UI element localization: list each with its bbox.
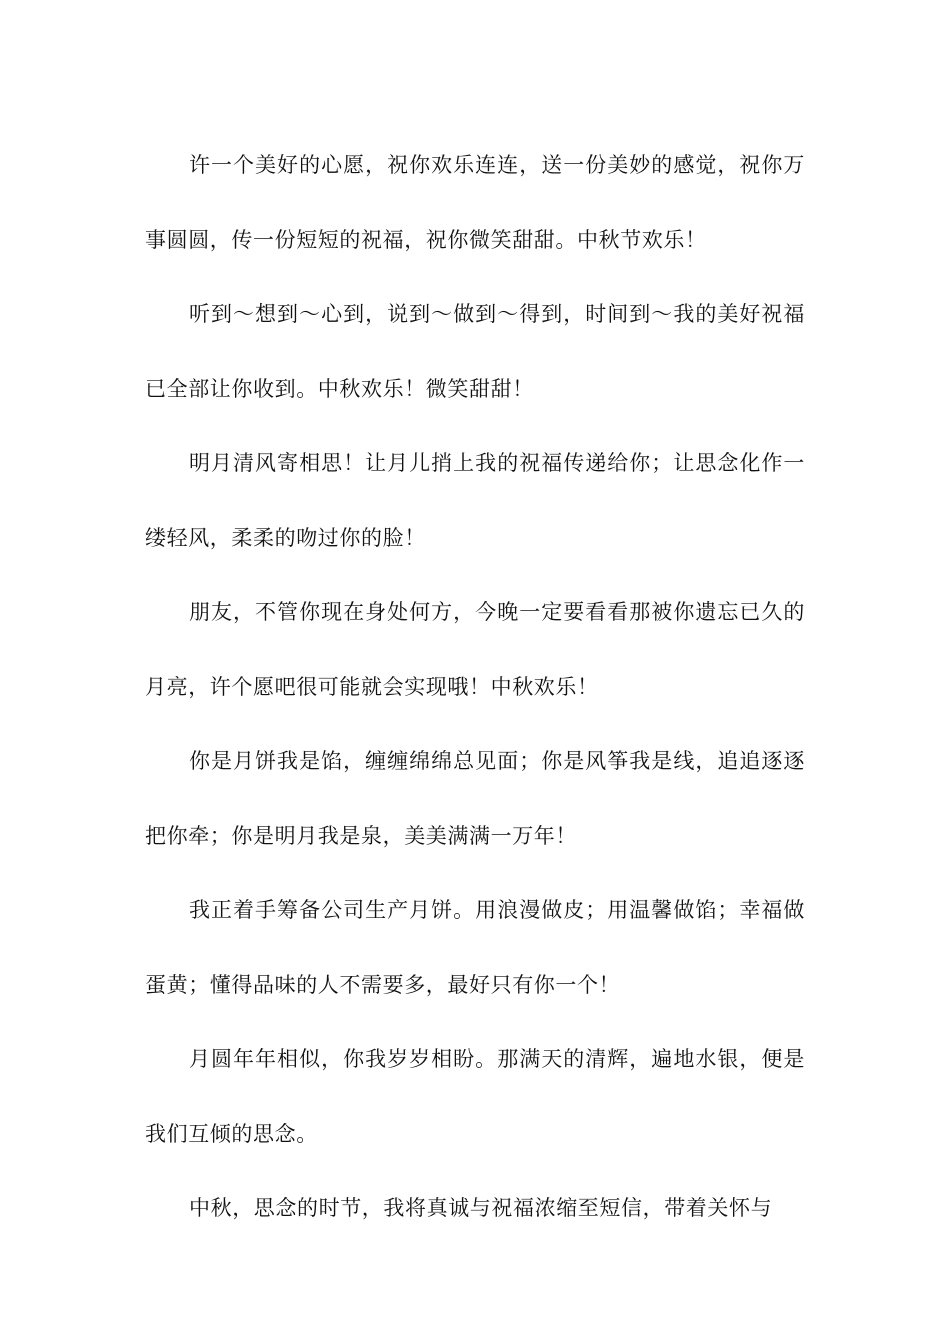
paragraph-1: 许一个美好的心愿，祝你欢乐连连，送一份美妙的感觉，祝你万事圆圆，传一份短短的祝福，祝你微笑甜甜。中秋节欢乐！ (145, 153, 805, 252)
paragraph-5: 你是月饼我是馅，缠缠绵绵总见面；你是风筝我是线，追追逐逐把你牵；你是明月我是泉，美美满满一万年！ (145, 749, 805, 848)
paragraph-4: 朋友，不管你现在身处何方，今晚一定要看看那被你遗忘已久的月亮，许个愿吧很可能就会实现哦！中秋欢乐！ (145, 600, 805, 699)
document-body (145, 128, 805, 1246)
paragraph-8: 中秋，思念的时节，我将真诚与祝福浓缩至短信，带着关怀与 (189, 1196, 773, 1220)
paragraph-2: 听到～想到～心到，说到～做到～得到，时间到～我的美好祝福已全部让你收到。中秋欢乐！微笑甜甜！ (145, 302, 805, 401)
paragraph-7: 月圆年年相似，你我岁岁相盼。那满天的清辉，遍地水银，便是我们互倾的思念。 (145, 1047, 805, 1146)
paragraph-3: 明月清风寄相思！让月儿捎上我的祝福传递给你；让思念化作一缕轻风，柔柔的吻过你的脸！ (145, 451, 805, 550)
paragraph-6: 我正着手筹备公司生产月饼。用浪漫做皮；用温馨做馅；幸福做蛋黄；懂得品味的人不需要多，最好只有你一个！ (145, 898, 805, 997)
